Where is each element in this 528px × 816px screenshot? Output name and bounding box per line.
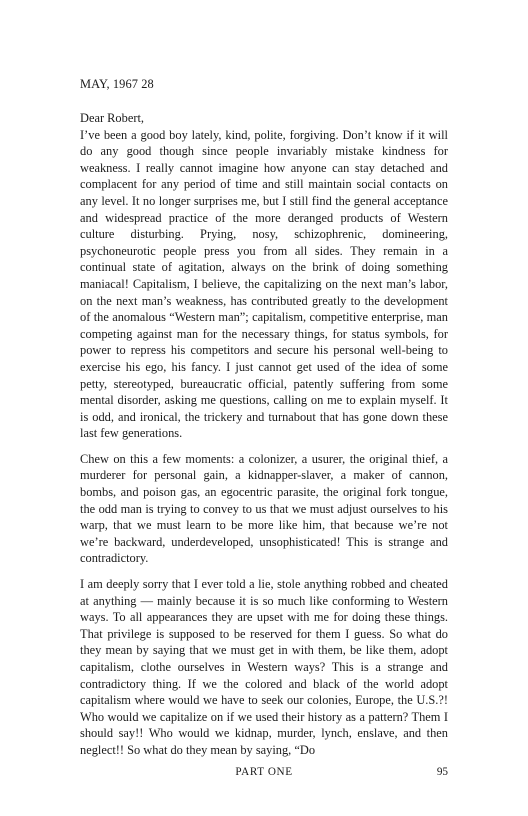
- running-head: PART ONE: [235, 766, 293, 778]
- book-page: [80, 0, 448, 816]
- page-number: 95: [436, 766, 448, 778]
- paragraph-3: I am deeply sorry that I ever told a lie, stole anything robbed and cheated at anything — mainly because it is so much like conforming to Western ways. To all appearances they are upset with me for doing these things. That privilege is supposed to be reserved for them I guess. So what do they mean by saying that we must get in with them, be like them, adopt capitalism, clothe ourselves in Western ways? This is a strange and contradictory thing. If we the colored and black of the world adopt capitalism where would we have to seek our colonies, Europe, the U.S.?! Who would we capitalize on if we used their history as a pattern? Them I should say!! Who would we kidnap, murder, lynch, enslave, and then neglect!! So what do they mean by saying, “Do: [80, 577, 448, 757]
- page-footer: [80, 764, 448, 780]
- letter-body: [80, 110, 448, 759]
- letter-salutation: Dear Robert,: [80, 111, 144, 125]
- paragraph-1: I’ve been a good boy lately, kind, polite, forgiving. Don’t know if it will do any good though since people invariably mistake kindness for weakness. I really cannot imagine how anyone can stay detached and complacent for any period of time and still maintain social contacts on any level. It no longer surprises me, but I still find the general acceptance and widespread practice of the more deranged products of Western culture disturbing. Prying, nosy, schizophrenic, domineering, psychoneurotic people press you from all sides. They remain in a continual state of agitation, always on the brink of doing something maniacal! Capitalism, I believe, the capitalizing on the next man’s labor, on the next man’s weakness, has contributed greatly to the development of the anomalous “Western man”; capitalism, competitive enterprise, man competing against man for the necessary things, for status symbols, for power to repress his competitors and secure his personal well-being to exercise his ego, his fancy. I just cannot get used of the idea of some petty, stereotyped, bureaucratic official, patently suffering from some mental disorder, asking me questions, calling on me to explain myself. It is odd, and ironical, the trickery and turnabout that has gone down these last few generations.: [80, 127, 448, 441]
- paragraph-2: Chew on this a few moments: a colonizer, a usurer, the original thief, a murderer for personal gain, a kidnapper-slaver, a maker of cannon, bombs, and poison gas, an egocentric parasite, the original fork tongue, the odd man is trying to convey to us that we must adjust ourselves to his warp, that we must learn to be more like him, that because we’re not we’re backward, underdeveloped, unsophisticated! This is strange and contradictory.: [80, 451, 448, 566]
- letter-dateline: MAY, 1967 28: [80, 77, 154, 91]
